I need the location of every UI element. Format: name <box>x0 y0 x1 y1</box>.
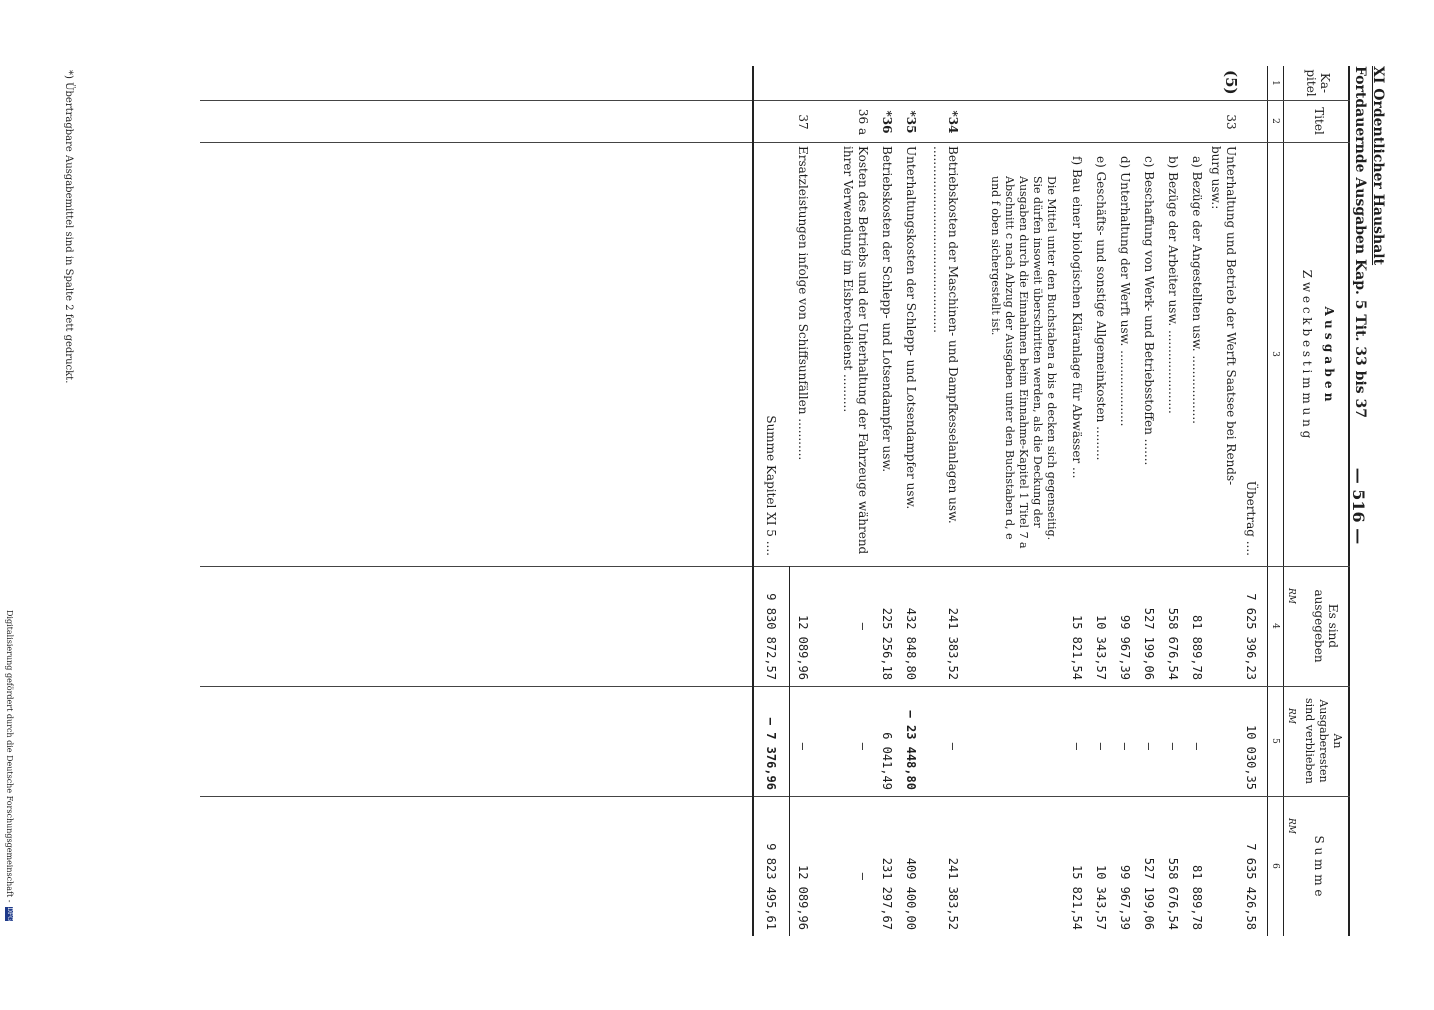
dfg-logo-icon: DFG <box>6 907 13 921</box>
row-titel: *36 <box>880 110 894 134</box>
row-ausgegeben: 432 848,80 <box>904 607 918 680</box>
row-reste: — <box>1070 742 1084 750</box>
row-ausgegeben: 7 625 396,23 <box>1244 593 1258 680</box>
row-reste: — <box>1094 742 1108 750</box>
row-text: Betriebskosten der Schlepp- und Lotsendampfer usw. <box>880 146 894 473</box>
row-summe: 231 297,67 <box>880 857 894 930</box>
row-text: Übertrag .... <box>1244 480 1258 556</box>
col-number: 6 <box>1270 863 1280 869</box>
row-ausgegeben: 81 889,78 <box>1190 614 1204 680</box>
row-text: Ersatzleistungen infolge von Schiffsunfällen ........... <box>796 146 810 461</box>
col-number: 3 <box>1270 351 1280 357</box>
row-reste: — <box>796 742 810 750</box>
col-header-kapitel: Ka- pitel <box>1304 69 1332 97</box>
row-titel: 37 <box>796 114 810 130</box>
col-header-ausgegeben: Es sind ausgegeben <box>1312 589 1340 663</box>
top-rule <box>1348 66 1350 936</box>
col-number: 5 <box>1270 738 1280 744</box>
page-number: — 516 — <box>1349 467 1368 545</box>
row-ausgegeben: 99 967,39 <box>1118 614 1132 680</box>
unit-label: RM <box>1286 818 1296 834</box>
row-ausgegeben: 527 199,06 <box>1142 607 1156 680</box>
row-text: d) Unterhaltung der Werft usw. .................... <box>1118 156 1132 427</box>
section-title: Fortdauernde Ausgaben Kap. 5 Tit. 33 bis 37 <box>1352 66 1368 419</box>
bottom-rule <box>752 66 754 936</box>
row-ausgegeben: 241 383,52 <box>946 607 960 680</box>
credit-text: Digitalisierung gefördert durch die Deutsche Forschungsgemeinschaft - <box>5 610 14 903</box>
row-reste: — 7 376,96 <box>764 717 778 790</box>
row-reste: — <box>1166 742 1180 750</box>
row-reste: — <box>946 742 960 750</box>
col-header-ausgaben: A u s g a b e n <box>1322 306 1336 402</box>
header-rule <box>1283 66 1284 936</box>
row-summe: 15 821,54 <box>1070 864 1084 930</box>
row-text: b) Bezüge der Arbeiter usw. ...................... <box>1166 156 1180 414</box>
row-text: f) Bau einer biologischen Kläranlage für Abwässer ... <box>1070 156 1084 479</box>
number-rule <box>1267 66 1268 936</box>
budget-table <box>200 66 1350 936</box>
row-ausgegeben: 558 676,54 <box>1166 607 1180 680</box>
col-number: 2 <box>1270 118 1280 124</box>
row-summe: 7 635 426,58 <box>1244 843 1258 930</box>
col-header-titel: Titel <box>1312 107 1326 135</box>
col-number: 4 <box>1270 623 1280 629</box>
row-reste: — <box>1118 742 1132 750</box>
row-titel: *34 <box>946 110 960 134</box>
row-ausgegeben: 15 821,54 <box>1070 614 1084 680</box>
row-reste: 6 041,49 <box>880 732 894 790</box>
col-number: 1 <box>1270 80 1280 86</box>
col-header-zweck: Z w e c k b e s t i m m u n g <box>1300 269 1314 439</box>
row-ausgegeben: 225 256,18 <box>880 607 894 680</box>
col-divider <box>200 100 1350 101</box>
row-text: a) Bezüge der Angestellten usw. .................. <box>1190 156 1204 424</box>
row-summe: 9 823 495,61 <box>764 843 778 930</box>
row-ausgegeben: 9 830 872,57 <box>764 593 778 680</box>
row-text: c) Beschaffung von Werk- und Betriebsstoffen ....... <box>1142 156 1156 466</box>
unit-label: RM <box>1286 708 1296 724</box>
sum-rule <box>789 566 790 936</box>
unit-label: RM <box>1286 588 1296 604</box>
row-titel: *35 <box>904 110 918 134</box>
row-summe: 558 676,54 <box>1166 857 1180 930</box>
row-summe: 409 400,00 <box>904 857 918 930</box>
row-reste: — 23 448,80 <box>904 710 918 790</box>
row-reste: 10 030,35 <box>1244 724 1258 790</box>
row-text: e) Geschäfts- und sonstige Allgemeinkosten ......... <box>1094 156 1108 461</box>
row-text: Summe Kapitel XI 5 .... <box>764 415 778 556</box>
row-reste: — <box>856 742 870 750</box>
row-ausgegeben: 10 343,57 <box>1094 614 1108 680</box>
col-header-summe: S u m m e <box>1312 835 1326 897</box>
row-text: Unterhaltung und Betrieb der Werft Saatsee bei Rends- burg usw.: <box>1209 146 1238 486</box>
row-ausgegeben: 12 089,96 <box>796 614 810 680</box>
row-summe: 12 089,96 <box>796 864 810 930</box>
row-summe: 527 199,06 <box>1142 857 1156 930</box>
chapter-title: XI Ordentlicher Haushalt <box>1370 66 1386 266</box>
row-kapitel: (5) <box>1222 70 1240 95</box>
row-summe: 81 889,78 <box>1190 864 1204 930</box>
row-summe: 10 343,57 <box>1094 864 1108 930</box>
row-reste: — <box>1190 742 1204 750</box>
page-header <box>1346 66 1386 936</box>
row-summe: 99 967,39 <box>1118 864 1132 930</box>
row-ausgegeben: — <box>856 622 870 630</box>
row-titel: 33 <box>1224 114 1238 130</box>
row-text: Unterhaltungskosten der Schlepp- und Lotsendampfer usw. <box>904 146 918 510</box>
footnote: *) Übertragbare Ausgabemittel sind in Spalte 2 fett gedruckt. <box>63 70 74 384</box>
row-reste: — <box>1142 742 1156 750</box>
digitization-credit <box>5 610 14 1010</box>
col-header-reste: An Ausgaberesten sind verblieben <box>1303 698 1344 784</box>
row-summe: 241 383,52 <box>946 857 960 930</box>
row-summe: — <box>856 872 870 880</box>
row-text: Kosten des Betriebs und der Unterhaltung der Fahrzeuge während ihrer Verwendung im Eisbrechdienst .......... <box>841 146 870 555</box>
row-text: Betriebskosten der Maschinen- und Dampfkesselanlagen usw. ................................................. <box>931 146 960 524</box>
col-divider <box>200 142 1350 143</box>
row-note: Die Mittel unter den Buchstaben a bis e decken sich gegenseitig. Sie dürfen insoweit überschritten werden, als die Deckung der Ausgaben durch die Einnahmen beim Einnahme-Kapitel 1 Titel 7 a Abschnitt c nach Abzug der Ausgaben unter den Buchstaben d, e und f oben sichergestellt ist. <box>989 176 1058 549</box>
row-titel: 36 a <box>856 108 870 136</box>
